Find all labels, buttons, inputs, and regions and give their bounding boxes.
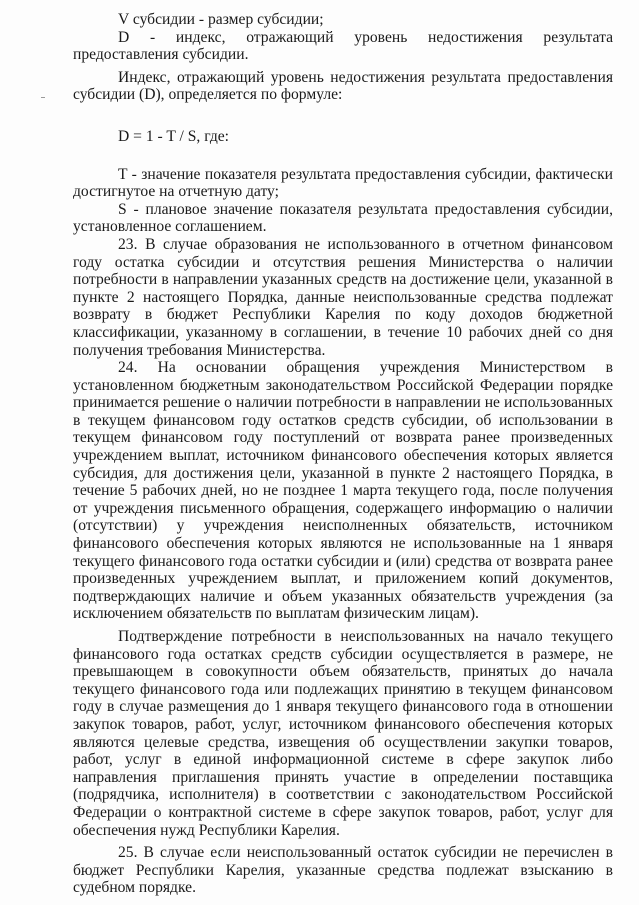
spacer	[73, 104, 613, 128]
paragraph-clause-24: 24. На основании обращения учреждения Министерством в установленном бюджетным законодательством Российской Федерации порядке принимается решение о наличии потребности в направлении не использованных в текущем финансовом году остатков средств субсидии, об использовании в текущем финансовом году поступлений от возврата ранее произведенных учреждением выплат, источником финансового обеспечения которых является субсидия, для достижения цели, указанной в пункте 2 настоящего Порядка, в течение 5 рабочих дней, но не позднее 1 марта текущего года, после получения от учреждения письменного обращения, содержащего информацию о наличии (отсутствии) у учреждения неисполненных обязательств, источником финансового обеспечения которых являются не использованные на 1 января текущего финансового года остатки субсидии и (или) средства от возврата ранее произведенных учреждением выплат, и приложением копий документов, подтверждающих наличие и объем указанных обязательств учреждения (за исключением обязательств по выплатам физическим лицам).	[73, 359, 613, 623]
spacer	[73, 146, 613, 166]
paragraph-s-definition: S - плановое значение показателя результата предоставления субсидии, установленное соглашением.	[73, 200, 613, 236]
paragraph-confirmation: Подтверждение потребности в неиспользованных на начало текущего финансового года остатках средств субсидии осуществляется в размере, не превышающем в совокупности объем обязательств, принятых до начала текущего финансового года или подлежащих принятию в текущем финансовом году в случае размещения до 1 января текущего финансового года в отношении закупок товаров, работ, услуг, источником финансового обеспечения которых являются целевые средства, извещения об осуществлении закупки товаров, работ, услуг в единой информационной системе в сфере закупок либо направления приглашения принять участие в определении поставщика (подрядчика, исполнителя) в соответствии с законодательством Российской Федерации о контрактной системе в сфере закупок товаров, работ, услуг для обеспечения нужд Республики Карелия.	[73, 628, 613, 839]
paragraph-clause-23: 23. В случае образования не использованного в отчетном финансовом году остатка субсидии и отсутствия решения Министерства о наличии потребности в направлении указанных средств на достижение цели, указанной в пункте 2 настоящего Порядка, данные неиспользованные средства подлежат возврату в бюджет Республики Карелия по коду доходов бюджетной классификации, указанному в соглашении, в течение 10 рабочих дней со дня получения требования Министерства.	[73, 235, 613, 359]
scan-artifact	[41, 97, 45, 98]
paragraph-t-definition: T - значение показателя результата предоставления субсидии, фактически достигнутое на отчетную дату;	[73, 165, 613, 201]
paragraph-v-definition: V субсидии - размер субсидии;	[118, 11, 324, 28]
paragraph-clause-25: 25. В случае если неиспользованный остаток субсидии не перечислен в бюджет Республики Карелия, указанные средства подлежат взысканию в судебном порядке.	[73, 844, 613, 897]
document-body	[73, 11, 613, 897]
formula: D = 1 - T / S, где:	[118, 127, 230, 145]
paragraph-index-intro: Индекс, отражающий уровень недостижения результата предоставления субсидии (D), определяется по формуле:	[73, 68, 613, 104]
paragraph-d-definition: D - индекс, отражающий уровень недостижения результата предоставления субсидии.	[73, 28, 613, 64]
